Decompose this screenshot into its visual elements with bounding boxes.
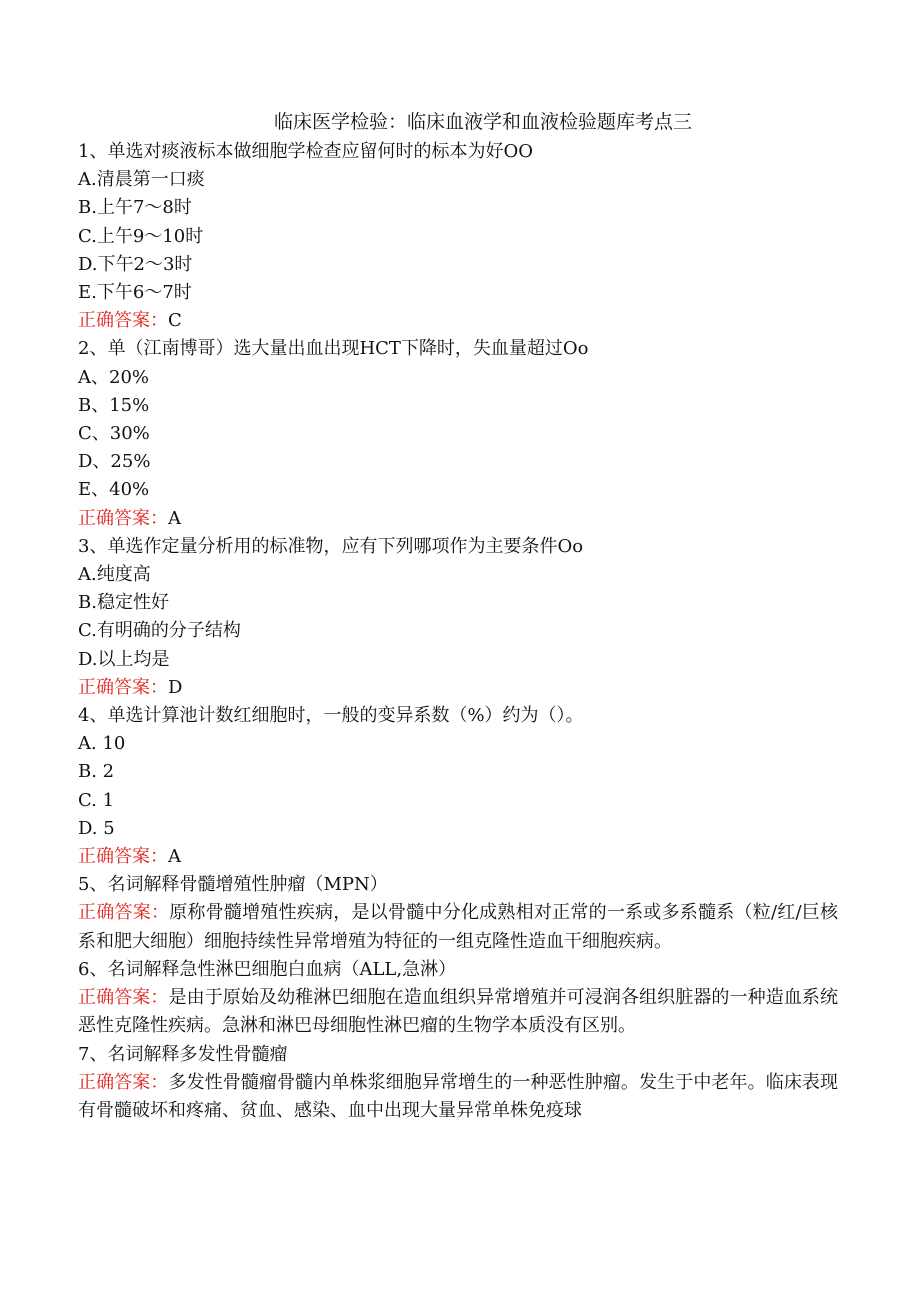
option: B.上午7～8时 — [78, 197, 192, 219]
answer-value: 多发性骨髓瘤骨髓内单株浆细胞异常增生的一种恶性肿瘤。发生于中老年。临床表现有骨髓破坏和疼痛、贫血、感染、血中出现大量异常单株免疫球 — [78, 1071, 839, 1121]
question-3 — [78, 533, 838, 702]
answer-label: 正确答案： — [78, 846, 168, 868]
question-stem: 5、名词解释骨髓增殖性肿瘤（MPN） — [78, 874, 388, 896]
answer-value: D — [168, 676, 183, 698]
option: E、40% — [78, 479, 150, 501]
option: B、15% — [78, 394, 150, 416]
answer-label: 正确答案： — [78, 1071, 169, 1093]
answer-label: 正确答案： — [78, 902, 170, 924]
option: C、30% — [78, 423, 150, 445]
question-1 — [78, 138, 838, 335]
answer-line — [78, 674, 838, 702]
answer-value: 原称骨髓增殖性疾病，是以骨髓中分化成熟相对正常的一系或多系髓系（粒/红/巨核系和肥大细胞）细胞持续性异常增殖为特征的一组克隆性造血干细胞疾病。 — [78, 902, 839, 952]
answer-paragraph — [78, 899, 838, 955]
option: C.有明确的分子结构 — [78, 620, 241, 642]
answer-paragraph — [78, 984, 838, 1040]
answer-paragraph — [78, 1069, 838, 1125]
option: A. 10 — [78, 733, 126, 755]
option: A、20% — [78, 366, 150, 388]
option: E.下午6～7时 — [78, 282, 192, 304]
answer-value: A — [168, 846, 181, 868]
question-5 — [78, 871, 838, 956]
answer-line — [78, 307, 838, 335]
answer-label: 正确答案： — [78, 676, 168, 698]
option: C. 1 — [78, 789, 115, 811]
answer-label: 正确答案： — [78, 987, 169, 1009]
option: D.以上均是 — [78, 648, 170, 670]
option: D. 5 — [78, 817, 115, 839]
answer-line — [78, 843, 838, 871]
answer-value: C — [168, 310, 182, 332]
question-2 — [78, 335, 838, 532]
option: A.清晨第一口痰 — [78, 169, 205, 191]
question-stem: 2、单（江南博哥）选大量出血出现HCT下降时，失血量超过Oo — [78, 338, 589, 360]
option: D.下午2～3时 — [78, 253, 193, 275]
answer-label: 正确答案： — [78, 507, 168, 529]
answer-value: A — [168, 507, 181, 529]
option: D、25% — [78, 451, 151, 473]
question-6 — [78, 956, 838, 1041]
option: B.稳定性好 — [78, 592, 169, 614]
question-4 — [78, 702, 838, 871]
question-stem: 6、名词解释急性淋巴细胞白血病（ALL,急淋） — [78, 958, 457, 980]
answer-line — [78, 505, 838, 533]
option: C.上午9～10时 — [78, 225, 204, 247]
question-stem: 7、名词解释多发性骨髓瘤 — [78, 1043, 288, 1065]
question-stem: 4、单选计算池计数红细胞时，一般的变异系数（%）约为（）。 — [78, 705, 584, 727]
question-7 — [78, 1041, 838, 1126]
answer-value: 是由于原始及幼稚淋巴细胞在造血组织异常增殖并可浸润各组织脏器的一种造血系统恶性克隆性疾病。急淋和淋巴母细胞性淋巴瘤的生物学本质没有区别。 — [78, 987, 839, 1037]
document-page — [78, 108, 838, 1125]
option: B. 2 — [78, 761, 115, 783]
option: A.纯度高 — [78, 564, 151, 586]
page-title: 临床医学检验：临床血液学和血液检验题库考点三 — [273, 111, 692, 133]
question-stem: 3、单选作定量分析用的标准物，应有下列哪项作为主要条件Oo — [78, 535, 584, 557]
question-stem: 1、单选对痰液标本做细胞学检查应留何时的标本为好OO — [78, 141, 533, 162]
answer-label: 正确答案： — [78, 310, 168, 332]
